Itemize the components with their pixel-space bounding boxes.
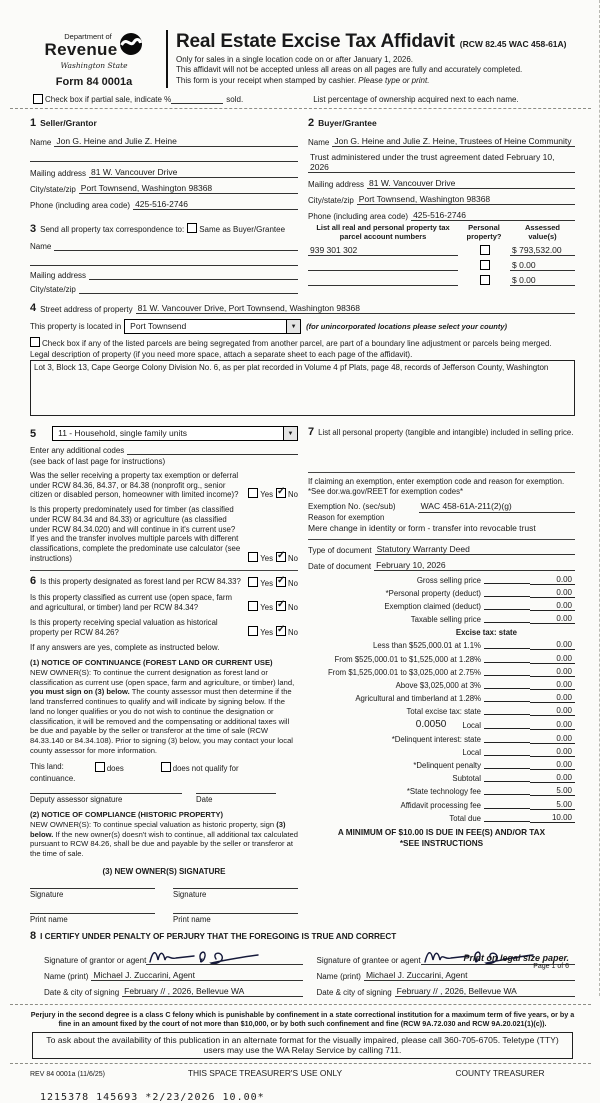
section-1-seller: 1 Seller/Grantor Name Jon G. Heine and Julie Z. Heine Mailing address 81 W. Vancouver Drive City/state/zip Port Townsend, Washington 98368 Phone (including area code) 425-516-2746 3 Send all property tax correspondence to: Same as Buyer/Grantee Name Mailing address City/state/zip <box>30 113 298 294</box>
tax-amount-field[interactable]: 0.00 <box>530 654 575 664</box>
does-checkbox[interactable] <box>95 762 105 772</box>
street-address-field[interactable]: 81 W. Vancouver Drive, Port Townsend, Washington 98368 <box>136 303 575 314</box>
seller-phone-field[interactable]: 425-516-2746 <box>133 199 298 210</box>
header-note-1: Only for sales in a single location code on or after January 1, 2026. <box>176 55 414 64</box>
notice-continuance: (1) NOTICE OF CONTINUANCE (FOREST LAND OR CURRENT USE) NEW OWNER(S): To continue the current designation as forest land or classification as current use (open space, farm and agriculture, or timber) land, you must sign on (3) below. The county assessor must then determine if the land transferred continues to qualify and will indicate by signing below. If the land no longer qualifies or you do not wish to continue the designation or classification, it will be removed and the compensating or additional taxes will be due and payable by the seller or transferor at the time of sale (RCW 84.33.140 or 84.34.108). Prior to signing (3) below, you may contact your local county assessor for more information. <box>30 658 295 755</box>
parcel-col-header: List all real and personal property tax parcel account numbers <box>316 223 450 241</box>
section-2-number: 2 <box>308 117 315 129</box>
correspondence-city-field[interactable] <box>79 293 298 294</box>
current-use-question: Is this property classified as current use (open space, farm and agricultural, or timber) land per RCW 84.34? Yes ✓ No <box>30 593 298 612</box>
tax-amount-field[interactable]: 0.00 <box>530 734 575 744</box>
section-7-personal-property: 7 List all personal property (tangible and intangible) included in selling price. <box>308 426 574 438</box>
county-note: (for unincorporated locations please select your county) <box>306 322 508 331</box>
additional-codes-field[interactable] <box>127 454 298 455</box>
personal-property-checkbox[interactable] <box>480 275 490 285</box>
correspondence-name2-field[interactable] <box>30 256 298 266</box>
grantee-signature-block: Signature of grantee or agent Name (print) Michael J. Zuccarini, Agent Date & city of signing February // , 2026, Bellevue WA <box>303 942 576 997</box>
owner-signature-1-field[interactable]: Signature <box>30 888 155 899</box>
tax-amount-field[interactable]: 5.00 <box>530 800 575 810</box>
historical-question: Is this property receiving special valuation as historical property per RCW 84.26? Yes ✓ No <box>30 618 298 637</box>
segregated-label: Check box if any of the listed parcels are being segregated from another parcel, are part of a boundary line adjustment or parcels being merged. <box>42 339 552 348</box>
q3-yes-checkbox[interactable] <box>248 577 258 587</box>
q3-no-checkbox[interactable] <box>276 577 286 587</box>
buyer-city-field[interactable]: Port Townsend, Washington 98368 <box>357 194 575 205</box>
tax-amount-field[interactable]: 10.00 <box>530 813 575 823</box>
header-divider <box>166 30 168 88</box>
tax-amount-field[interactable]: 0.00 <box>530 747 575 757</box>
does-not-checkbox[interactable] <box>161 762 171 772</box>
section-2-title: Buyer/Grantee <box>318 118 377 128</box>
revenue-wordmark: Revenue <box>44 40 118 59</box>
parcel-row <box>308 260 575 271</box>
continuance-label: continuance. <box>30 774 76 784</box>
use-code-dropdown[interactable]: 11 - Household, single family units ▼ <box>52 426 298 441</box>
section-3-correspondence: 3 Send all property tax correspondence to: Same as Buyer/Grantee Name Mailing address City/state/zip <box>30 219 298 294</box>
partial-sale-checkbox[interactable] <box>33 94 43 104</box>
header-rule <box>10 108 591 109</box>
section-8-certification: 8 I CERTIFY UNDER PENALTY OF PERJURY THAT THE FOREGOING IS TRUE AND CORRECT Signature of grantor or agent Name (print) Michael J. Zuccarini, Agent Date & city of signing February // , 2026, Bellevue WA Signature of grantee or agent Name (print) Michael J. Zuccarini, Agent Date & city of signing February // , 2026, Bellevue WA <box>30 930 575 997</box>
q5-no-checkbox[interactable] <box>276 626 286 636</box>
q4-no-checkbox[interactable] <box>276 601 286 611</box>
header-note-2: This affidavit will not be accepted unless all areas on all pages are fully and accurately completed. <box>176 65 523 75</box>
q5-yes-checkbox[interactable] <box>248 626 258 636</box>
section-4-property: 4 Street address of property 81 W. Vancouver Drive, Port Townsend, Washington 98368 This property is located in Port Townsend ▼ (for unincorporated locations please select your county) Check box if any of the listed parcels are being segregated from another parcel, are part of a boundary line adjustment or parcels being merged. Legal description of property (if you need more space, attach a separate sheet to each page of the affidavit). Lot 3, Block 13, Cape George Colony Division No. 6, as per plat recorded in Volume 4 pf Plats, page 48, records of Jefferson County, Washington <box>30 302 575 416</box>
affidavit-page: Department of Revenue Washington State Form 84 0001a Real Estate Excise Tax Affidavit (RCW 82.45 WAC 458-61A) Only for sales in a single location code on or after January 1, 2026. This affidavit will not be accepted unless all areas on all pages are fully and accurately completed. This form is your receipt when stamped by cashier. Please type or print. Check box if partial sale, indicate % sold. List percentage of ownership acquired next to each name. 1 Seller/Grantor Name Jon G. Heine and Julie Z. Heine Mailing address 81 W. Vancouver Drive City/state/zip Port Townsend, Washington 98368 Phone (including area code) 425-516-2746 3 Send all property tax correspondence to: Same as Buyer/Grantee Name Mailing address City/state/zip 2 Buyer/Grantee Name Jon G. Heine and Julie Z. Heine, Trustees of Heine Community Trust administered under the trust agreement dated February 10, 2026 Mailing address 81 W. Vancouver Drive City/state/zip Port Townsend, Washington 98368 Phone (including area code) 425-516-2746 List all real and personal property tax parcel account numbers Personal property? Assessed value(s) 939 301 302 $ 793,532.00 $ 0.00 $ 0.00 4 Street address of property 81 W. Vancouver Drive, Port Townsend, Washington 98368 This property is located in Port Townsend ▼ (for unincorporated locations please select your county) Check box if any of the listed parcels are being segregated from another parcel, are part of a boundary line adjustment or parcels being merged. Legal description of property (if you need more space, attach a separate sheet to each page of the affidavit). Lot 3, Block 13, Cape George Colony Division No. 6, as per plat recorded in Volume 4 pf Plats, page 48, records of Jefferson County, Washington 5 11 - Household, single family units ▼ Enter any additional codes (see back of last page for instructions) Was the seller receiving a property tax exemption or deferral under RCW 84.36, 84.37, or 84.38 (nonprofit org., senior citizen or disabled person, homeowner with limited income)? Yes ✓ No Is this property predominately used for timber (as classified under RCW 84.34 and 84.33) or agriculture (as classified under RCW 84.34.020) and will continue in it's current use? If yes and the transfer involves multiple parcels with different classifications, complete the predominate use calculator (see instructions) Yes ✓ No 6 Is this property designated as forest land per RCW 84.33? Yes ✓ No Is this property classified as current use (open space, farm and agricultural, or timber) land per RCW 84.34? Yes ✓ No Is this property receiving special valuation as historical property per RCW 84.26? Yes ✓ No If any answers are yes, complete as instructed below. (1) NOTICE OF CONTINUANCE (FOREST LAND OR CURRENT USE) NEW OWNER(S): To continue the current designation as forest land or classification as current use (open space, farm and agriculture, or timber) land, you must sign on (3) below. The county assessor must then determine if the land transferred continues to qualify and will indicate by signing below. If the land no longer qualifies or you do not wish to continue the designation or classification, it will be removed and the compensating or additional taxes will be due and payable by the seller or transferor at the time of sale (RCW 84.33.140 or 84.34.108). Prior to signing (3) below, you may contact your local county assessor for more information. This land: does does not qualify for continuance. Deputy assessor signature Date (2) NOTICE OF COMPLIANCE (HISTORIC PROPERTY) NEW OWNER(S): To continue special valuation as historic property, sign (3) below. If the new owner(s) doesn't wish to continue, all additional tax calculated pursuant to RCW 84.26, shall be due and payable by the seller or transferor at the time of sale. (3) NEW OWNER(S) SIGNATURE Signature Signature Print name Print name 7 List all personal property (tangible and intangible) included in selling price. If claiming an exemption, enter exemption code and reason for exemption. *See dor.wa.gov/REET for exemption codes* Exemption No. (sec/sub) WAC 458-61A-211(2)(g) Reason for exemption Mere change in identity or form - transfer into revocable trust Type of document Statutory Warranty Deed Date of document February 10, 2026 Gross selling price 0.00 *Personal property (deduct) 0.00 Exemption claimed (deduct) 0.00 Taxable selling price 0.00 Excise tax: state Less than $525,000.01 at 1.1% 0.00 From $525,000.01 to $1,525,000 at 1.28% 0.00 From $1,525,000.01 to $3,025,000 at 2.75% 0.00 Above $3,025,000 at 3% 0.00 Agricultural and timberland at 1.28% 0.00 Total excise tax: state 0.00 0.0050 Local 0.00 *Delinquent interest: state 0.00 Local 0.00 *Delinquent penalty 0.00 Subtotal 0.00 *State technology fee 5.00 Affidavit processing fee 5.00 Total due 10.00 A MINIMUM OF $10.00 IS DUE IN FEE(S) AND/OR TAX *SEE INSTRUCTIONS 8 I CERTIFY UNDER PENALTY OF PERJURY THAT THE FOREGOING IS TRUE AND CORRECT Signature of grantor or agent Name (print) Michael J. Zuccarini, Agent Date & city of signing February // , 2026, Bellevue WA Signature of grantee or agent Name (print) Michael J. Zuccarini, Agent Date & city of signing February // , 2026, Bellevue WA Perjury in the second degree is a class C felony which is punishable by confinement in a state correctional institution for a maximum term of five years, or by a fine in an amount fixed by the court of not more than $10,000, or by both such confinement and fine (RCW 9A.72.030 and RCW 9A.20.021(1)(c)). To ask about the availability of this publication in an alternate format for the visually impaired, please call 360-705-6705. Teletype (TTY) users may use the WA Relay Service by calling 711. REV 84 0001a (11/6/25) THIS SPACE TREASURER'S USE ONLY COUNTY TREASURER 1215378 145693 *2/23/2026 10.00* Print on legal size paper. Page 1 of 6 <box>0 0 600 996</box>
seller-name-field[interactable]: Jon G. Heine and Julie Z. Heine <box>54 136 298 147</box>
grantee-print-name-field[interactable]: Michael J. Zuccarini, Agent <box>364 970 575 981</box>
tax-amount-field[interactable]: 0.00 <box>530 575 575 585</box>
accessibility-notice: To ask about the availability of this publication in an alternate format for the visually impaired, please call 360-705-6705. Teletype (TTY) users may use the WA Relay Service by calling 711. <box>32 1032 573 1059</box>
owner-print-1-field[interactable]: Print name <box>30 913 155 924</box>
assessed-value-field[interactable]: $ 793,532.00 <box>510 245 575 256</box>
grantor-date-field[interactable]: February // , 2026, Bellevue WA <box>122 986 302 997</box>
parcel-table <box>308 223 575 286</box>
document-type-field[interactable]: Statutory Warranty Deed <box>375 544 575 555</box>
tax-amount-field[interactable]: 0.00 <box>530 760 575 770</box>
deputy-date-field[interactable]: Date <box>196 793 276 804</box>
county-treasurer-label: COUNTY TREASURER <box>455 1068 545 1078</box>
buyer-phone-field[interactable]: 425-516-2746 <box>411 210 575 221</box>
seller-city-field[interactable]: Port Townsend, Washington 98368 <box>79 183 298 194</box>
parcel-number-field[interactable] <box>308 260 458 271</box>
exemption-reason-field[interactable]: Mere change in identity or form - transfer into revocable trust <box>308 522 536 533</box>
section-5-code: 5 11 - Household, single family units ▼ <box>30 426 298 441</box>
dropdown-arrow-icon[interactable]: ▼ <box>286 320 300 333</box>
exemption-question: Was the seller receiving a property tax exemption or deferral under RCW 84.36, 84.37, or 84.38 (nonprofit org., senior citizen or disabled person, homeowner with limited income)? Yes ✓ No <box>30 471 298 500</box>
assessed-value-field[interactable]: $ 0.00 <box>510 260 575 271</box>
grantor-print-name-field[interactable]: Michael J. Zuccarini, Agent <box>91 970 302 981</box>
treasurer-space-label: THIS SPACE TREASURER'S USE ONLY <box>187 1068 343 1078</box>
tax-amount-field[interactable]: 0.00 <box>530 614 575 624</box>
form-number: Form 84 0001a <box>55 76 133 88</box>
tax-amount-field[interactable]: 0.00 <box>530 773 575 783</box>
forest-land-question: 6 Is this property designated as forest land per RCW 84.33? Yes ✓ No <box>30 575 298 589</box>
section-1-title: Seller/Grantor <box>40 118 97 128</box>
revision-label: REV 84 0001a (11/6/25) <box>30 1071 105 1078</box>
cashier-stamp: 1215378 145693 *2/23/2026 10.00* <box>40 1092 265 1103</box>
tax-amount-field[interactable]: 0.00 <box>530 680 575 690</box>
owner-print-2-field[interactable]: Print name <box>173 913 298 924</box>
owner-signature-2-field[interactable]: Signature <box>173 888 298 899</box>
section-1-number: 1 <box>30 117 37 129</box>
timber-question: Is this property predominately used for timber (as classified under RCW 84.34 and 84.33) or agriculture (as classified under RCW 84.34.020) and will continue in it's current use? If yes and the transfer involves multiple parcels with different classifications, complete the predominate use calculator (see instructions) Yes ✓ No <box>30 505 298 563</box>
parcel-row <box>308 245 575 256</box>
tax-amount-field[interactable]: 0.00 <box>530 706 575 716</box>
same-as-buyer-checkbox[interactable] <box>187 223 197 233</box>
parcel-number-field[interactable]: 939 301 302 <box>308 245 458 256</box>
parcel-number-field[interactable] <box>308 275 458 286</box>
dropdown-arrow-icon[interactable]: ▼ <box>283 427 297 440</box>
segregated-checkbox[interactable] <box>30 337 40 347</box>
form-header <box>30 30 575 88</box>
perjury-statement: Perjury in the second degree is a class C felony which is punishable by confinement in a state correctional institution for a maximum term of five years, or by a fine in an amount fixed by the court of not more than $10,000, or by both such confinement and fine (RCW 9A.72.030 and RCW 9A.20.021(1)(c)). <box>30 1009 575 1029</box>
codes-note: (see back of last page for instructions) <box>30 457 166 466</box>
parcel-row <box>308 275 575 286</box>
tax-computation: Gross selling price 0.00 *Personal property (deduct) 0.00 Exemption claimed (deduct) 0.00 Taxable selling price 0.00 Excise tax: state Less than $525,000.01 at 1.1% 0.00 From $525,000.01 to $1,525,000 at 1.28% 0.00 From $1,525,000.01 to $3,025,000 at 2.75% 0.00 Above $3,025,000 at 3% 0.00 Agricultural and timberland at 1.28% 0.00 Total excise tax: state 0.00 0.0050 Local 0.00 *Delinquent interest: state 0.00 Local 0.00 *Delinquent penalty 0.00 Subtotal 0.00 *State technology fee 5.00 Affidavit processing fee 5.00 Total due 10.00 A MINIMUM OF $10.00 IS DUE IN FEE(S) AND/OR TAX *SEE INSTRUCTIONS <box>308 575 575 849</box>
grantor-signature-image <box>146 948 266 964</box>
page-title: Real Estate Excise Tax Affidavit <box>176 31 455 52</box>
personal-property-checkbox[interactable] <box>480 245 490 255</box>
dept-of-label: Department of <box>64 32 112 41</box>
tax-amount-field[interactable]: 0.00 <box>530 693 575 703</box>
new-owner-signature-title: (3) NEW OWNER(S) SIGNATURE <box>102 866 226 876</box>
correspondence-mailing-field[interactable] <box>89 279 298 280</box>
seller-mailing-field[interactable]: 81 W. Vancouver Drive <box>89 167 298 178</box>
grantee-date-field[interactable]: February // , 2026, Bellevue WA <box>395 986 575 997</box>
certify-statement: I CERTIFY UNDER PENALTY OF PERJURY THAT THE FOREGOING IS TRUE AND CORRECT <box>40 931 397 941</box>
q1-no-checkbox[interactable] <box>276 488 286 498</box>
deputy-assessor-signature-field[interactable]: Deputy assessor signature <box>30 793 182 804</box>
ownership-note: List percentage of ownership acquired next to each name. <box>313 95 519 104</box>
personal-property-col-header: Personal property? <box>466 223 502 241</box>
tax-amount-field[interactable]: 0.00 <box>530 640 575 650</box>
tax-amount-field[interactable]: 0.00 <box>530 601 575 611</box>
header-note-3: This form is your receipt when stamped by cashier. Please type or print. <box>176 75 430 85</box>
buyer-name2-field[interactable]: Trust administered under the trust agreement dated February 10, 2026 <box>308 152 575 173</box>
grantor-signature-block: Signature of grantor or agent Name (print) Michael J. Zuccarini, Agent Date & city of signing February // , 2026, Bellevue WA <box>30 942 303 997</box>
if-yes-note: If any answers are yes, complete as instructed below. <box>30 643 220 653</box>
q2-yes-checkbox[interactable] <box>248 552 258 562</box>
notice-compliance: (2) NOTICE OF COMPLIANCE (HISTORIC PROPERTY) NEW OWNER(S): To continue special valuation as historic property, sign (3) below. If the new owner(s) doesn't wish to continue, all additional tax calculated pursuant to RCW 84.26, shall be due and payable by the seller or transferor at the time of sale. <box>30 810 298 859</box>
local-rate: 0.0050 <box>415 719 447 731</box>
footer-row <box>30 1068 575 1078</box>
legal-description-field[interactable]: Lot 3, Block 13, Cape George Colony Division No. 6, as per plat recorded in Volume 4 pf Plats, page 48, records of Jefferson County, Washington <box>30 360 575 416</box>
q1-yes-checkbox[interactable] <box>248 488 258 498</box>
seller-name2-field[interactable] <box>30 152 298 162</box>
legal-description-label: Legal description of property (if you need more space, attach a separate sheet to each page of the affidavit). <box>30 350 413 359</box>
partial-sale-percent-field[interactable] <box>171 103 223 104</box>
revenue-swirl-icon <box>119 32 143 61</box>
rcw-reference: (RCW 82.45 WAC 458-61A) <box>459 39 567 49</box>
buyer-mailing-field[interactable]: 81 W. Vancouver Drive <box>367 178 575 189</box>
buyer-name-field[interactable]: Jon G. Heine and Julie Z. Heine, Trustees of Heine Community <box>332 136 575 147</box>
q4-yes-checkbox[interactable] <box>248 601 258 611</box>
excise-tax-state-header: Excise tax: state <box>455 628 517 638</box>
tax-amount-field[interactable]: 5.00 <box>530 786 575 796</box>
minimum-due-note: A MINIMUM OF $10.00 IS DUE IN FEE(S) AND/OR TAX *SEE INSTRUCTIONS <box>337 827 546 848</box>
q2-no-checkbox[interactable] <box>276 552 286 562</box>
section-2-buyer: 2 Buyer/Grantee Name Jon G. Heine and Julie Z. Heine, Trustees of Heine Community Trust administered under the trust agreement dated February 10, 2026 Mailing address 81 W. Vancouver Drive City/state/zip Port Townsend, Washington 98368 Phone (including area code) 425-516-2746 List all real and personal property tax parcel account numbers Personal property? Assessed value(s) 939 301 302 $ 793,532.00 $ 0.00 $ 0.00 <box>298 113 575 294</box>
exemption-block: If claiming an exemption, enter exemption code and reason for exemption. *See dor.wa.gov/REET for exemption codes* Exemption No. (sec/sub) WAC 458-61A-211(2)(g) Reason for exemption Mere change in identity or form - transfer into revocable trust <box>308 477 575 534</box>
land-qualify-row: This land: does does not qualify for <box>30 762 239 774</box>
document-date-field[interactable]: February 10, 2026 <box>374 560 575 571</box>
assessed-value-field[interactable]: $ 0.00 <box>510 275 575 286</box>
grantor-signature-field[interactable] <box>146 948 302 965</box>
sold-label: sold. <box>226 95 244 104</box>
correspondence-name-field[interactable] <box>54 250 298 251</box>
assessed-value-col-header: Assessed value(s) <box>524 223 561 241</box>
washington-state-label: Washington State <box>60 61 128 70</box>
print-note: Print on legal size paper. Page 1 of 6 <box>463 953 569 970</box>
partial-sale-label: Check box if partial sale, indicate % <box>45 95 172 104</box>
tax-amount-field[interactable]: 0.00 <box>530 588 575 598</box>
dor-logo <box>30 30 158 88</box>
tax-amount-field[interactable]: 0.00 <box>530 720 575 730</box>
location-dropdown[interactable]: Port Townsend ▼ <box>124 319 301 334</box>
tax-amount-field[interactable]: 0.00 <box>530 667 575 677</box>
personal-property-checkbox[interactable] <box>480 260 490 270</box>
exemption-number-field[interactable]: WAC 458-61A-211(2)(g) <box>419 501 575 513</box>
